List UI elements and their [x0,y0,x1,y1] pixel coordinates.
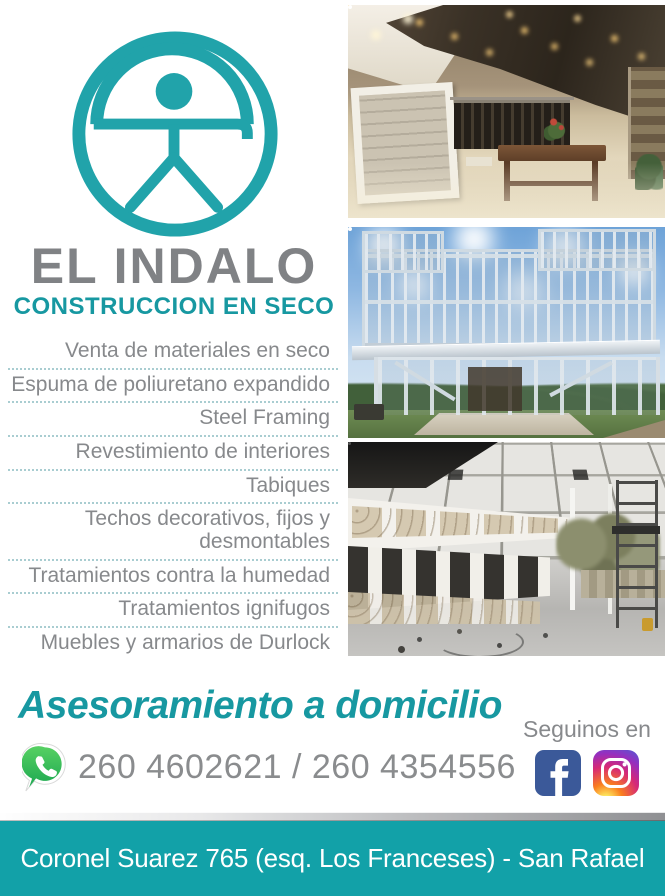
p2-upper-frame-right [538,229,656,271]
p2-equipment [354,404,384,420]
p3-floor-debris [348,442,351,445]
service-item: Steel Framing [8,403,338,437]
social-block [517,716,657,796]
p2-dark-interior [468,367,522,411]
service-item: Tratamientos ignifugos [8,594,338,628]
p3-scaffolding [616,480,658,628]
p2-clouds [348,227,352,231]
p3-scaffold-platform [612,526,660,534]
indalo-figure-icon [60,25,290,243]
p1-spotlights-white [348,5,352,9]
p2-concrete-slab [414,413,594,435]
metallic-divider [0,812,665,821]
p3-bucket [642,618,653,631]
brand-tagline: CONSTRUCCION EN SECO [13,293,335,320]
service-item: Tratamientos contra la humedad [8,561,338,595]
p1-floor [348,163,665,218]
brand-name: EL INDALO [30,238,318,294]
social-label: Seguinos en [523,716,651,742]
whatsapp-icon [22,742,68,792]
indalo-logo [60,25,290,243]
p2-upper-frame-left [362,231,444,273]
social-icons [517,750,657,796]
service-item: Muebles y armarios de Durlock [40,631,330,655]
p1-wood-table [498,145,606,161]
photo-drywall-interior [348,442,665,656]
instagram-icon [593,750,639,796]
service-item: Revestimiento de interiores [8,437,338,471]
photo-showroom [348,5,665,218]
phone-numbers: 260 4602621 / 260 4354556 [78,747,516,786]
service-item: Tabiques [8,471,338,505]
p3-floor-cable [436,626,524,656]
service-item: Techos decorativos, fijos y desmontables [8,504,338,560]
p1-flowers [544,115,568,143]
footer-address-bar [0,821,665,896]
facebook-icon [535,750,581,796]
services-list [8,336,338,660]
photo-steel-framing [348,227,665,438]
advisory-tagline: Asesoramiento a domicilio [18,684,502,727]
service-item: Espuma de poliuretano expandido [8,370,338,404]
phone-row [22,742,516,792]
service-item: Venta de materiales en seco [8,336,338,370]
footer-address: Coronel Suarez 765 (esq. Los Franceses) - San Rafael [20,843,645,873]
